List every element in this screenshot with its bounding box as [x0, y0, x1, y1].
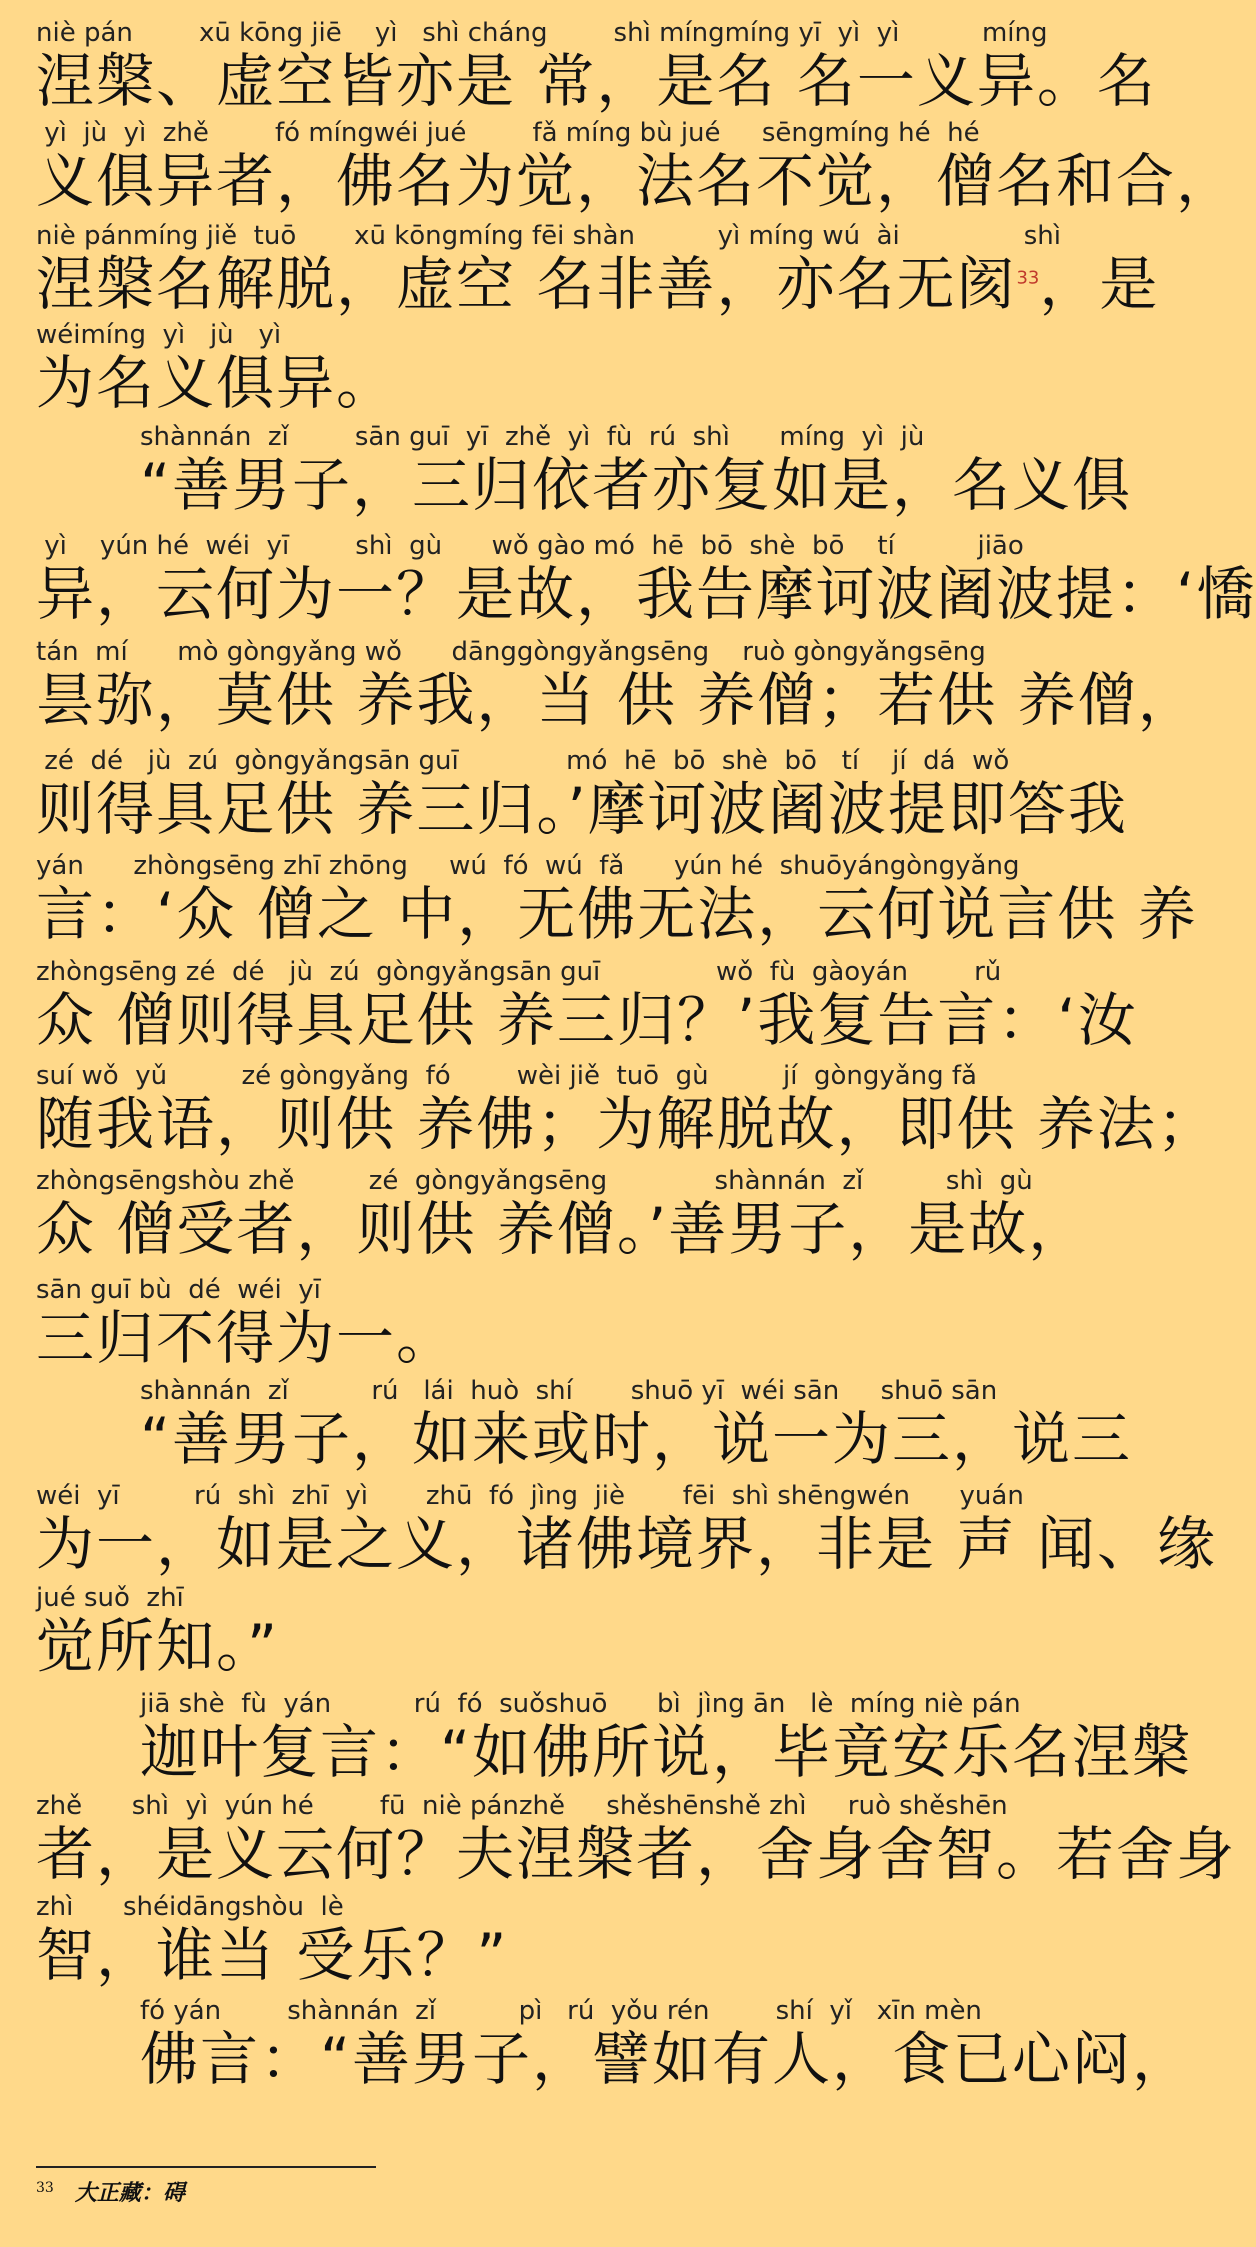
chinese-text	[36, 350, 1046, 416]
text-line	[36, 1061, 1217, 1161]
chinese-text-segment: 义俱异者，佛名为觉，法名不觉，僧名和合，	[36, 147, 1237, 215]
chinese-text-segment: 迦叶复言：“如佛所说，毕竟安乐名涅槃	[140, 1718, 1193, 1786]
text-line	[140, 1376, 1133, 1476]
chinese-text-segment: 觉所知。”	[36, 1612, 280, 1680]
pinyin-annotation: wéimíng yì jù yì	[36, 320, 282, 350]
pinyin-annotation: jué suǒ zhī	[36, 1583, 184, 1613]
pinyin-annotation: tán mí mò gòngyǎng wǒ dānggòngyǎngsēng ruò gòngyǎngsēng	[36, 637, 986, 667]
pinyin-annotation: wéi yī rú shì zhī yì zhū fó jìng jiè fēi shì shēngwén yuán	[36, 1481, 1024, 1511]
chinese-text	[36, 1195, 1089, 1263]
pinyin-annotation: zhě shì yì yún hé fū niè pánzhě shěshēnshě zhì ruò shěshēn	[36, 1791, 1008, 1821]
chinese-text-segment: 涅槃、虚空皆亦是 常，是名 名一义异。名	[36, 47, 1157, 115]
pinyin-annotation: yán zhòngsēng zhī zhōng wú fó wú fǎ yún hé shuōyángòngyǎng	[36, 851, 1020, 881]
pinyin-annotation: niè pán xū kōng jiē yì shì cháng shì míngmíng yī yì yì míng	[36, 18, 1048, 48]
chinese-text-segment: “善男子，如来或时，说一为三，说三	[140, 1405, 1133, 1473]
text-line	[36, 746, 1128, 846]
text-line	[140, 422, 1133, 522]
chinese-text-segment: 昙弥，莫供 养我，当 供 养僧；若供 养僧，	[36, 666, 1198, 734]
chinese-text	[36, 666, 1198, 734]
chinese-text	[36, 250, 1160, 318]
text-line	[36, 531, 1256, 631]
footnote-text: 大正藏：碍	[74, 2180, 185, 2206]
chinese-text	[36, 1090, 1217, 1158]
chinese-text-segment: 众 僧则得具足供 养三归？’我复告言：‘汝	[36, 986, 1138, 1054]
chinese-text	[36, 1820, 1237, 1888]
pinyin-annotation: fó yán shànnán zǐ pì rú yǒu rén shí yǐ xīn mèn	[140, 1996, 982, 2026]
pinyin-annotation: zhòngsēngshòu zhě zé gòngyǎngsēng shànnán zǐ shì gù	[36, 1166, 1033, 1196]
footnote-divider	[36, 2166, 376, 2168]
chinese-text-segment: 则得具足供 养三归。’摩诃波阇波提即答我	[36, 775, 1128, 843]
chinese-text	[36, 986, 1138, 1054]
chinese-text-segment: 者，是义云何？夫涅槃者，舍身舍智。若舍身	[36, 1820, 1237, 1888]
chinese-text	[36, 560, 1256, 628]
chinese-text-segment: 异，云何为一？是故，我告摩诃波阇波提：‘憍	[36, 560, 1256, 628]
pinyin-annotation: zhòngsēng zé dé jù zú gòngyǎngsān guī wǒ fù gàoyán rǔ	[36, 957, 1002, 987]
chinese-text	[140, 1405, 1133, 1473]
text-line	[36, 1892, 1046, 1992]
chinese-text-segment: 三归不得为一。	[36, 1304, 457, 1372]
text-line	[36, 320, 1046, 420]
pinyin-annotation: shànnán zǐ rú lái huò shí shuō yī wéi sān shuō sān	[140, 1376, 998, 1406]
text-line	[36, 957, 1138, 1057]
chinese-text	[36, 775, 1128, 843]
chinese-text-segment: 佛言：“善男子，譬如有人，食已心闷，	[140, 2025, 1193, 2093]
chinese-text-segment: 随我语，则供 养佛；为解脱故，即供 养法；	[36, 1090, 1217, 1158]
text-line	[36, 1166, 1089, 1266]
chinese-text-segment: 言：‘众 僧之 中，无佛无法，云何说言供 养	[36, 880, 1198, 948]
chinese-text-segment: 智，谁当 受乐？”	[36, 1921, 509, 1989]
chinese-text	[140, 2025, 1193, 2093]
text-line	[140, 1996, 1193, 2096]
pinyin-annotation: zé dé jù zú gòngyǎngsān guī mó hē bō shè bō tí jí dá wǒ	[36, 746, 1010, 776]
chinese-text	[36, 147, 1237, 215]
chinese-text	[140, 1718, 1193, 1786]
pinyin-annotation: shànnán zǐ sān guī yī zhě yì fù rú shì míng yì jù	[140, 422, 925, 452]
text-line	[36, 1275, 1046, 1375]
chinese-text-segment: 为名义俱异。	[36, 349, 397, 417]
text-line	[36, 18, 1157, 118]
text-line	[36, 1791, 1237, 1891]
text-line	[36, 221, 1160, 321]
text-line	[36, 637, 1198, 737]
footnote	[36, 2176, 185, 2216]
chinese-text-segment: ，是	[1039, 250, 1160, 318]
chinese-text	[36, 1305, 1046, 1371]
chinese-text-segment: 涅槃名解脱，虚空 名非善，亦名无阂	[36, 250, 1017, 318]
chinese-text	[36, 1510, 1217, 1578]
pinyin-annotation: niè pánmíng jiě tuō xū kōngmíng fēi shàn yì míng wú ài shì	[36, 221, 1061, 251]
text-line	[36, 1583, 1046, 1683]
text-line	[140, 1689, 1193, 1789]
chinese-text	[36, 1922, 1046, 1988]
chinese-text	[36, 880, 1198, 948]
pinyin-annotation: sān guī bù dé wéi yī	[36, 1275, 321, 1305]
chinese-text-segment: 众 僧受者，则供 养僧。’善男子，是故，	[36, 1195, 1089, 1263]
chinese-text	[140, 451, 1133, 519]
footnote-marker[interactable]: 33	[1016, 267, 1040, 289]
chinese-text	[36, 1613, 1046, 1679]
text-line	[36, 1481, 1217, 1581]
chinese-text	[36, 47, 1157, 115]
pinyin-annotation: zhì shéidāngshòu lè	[36, 1892, 344, 1922]
footnote-number: 33	[36, 2179, 54, 2196]
pinyin-annotation: suí wǒ yǔ zé gòngyǎng fó wèi jiě tuō gù jí gòngyǎng fǎ	[36, 1061, 977, 1091]
pinyin-annotation: jiā shè fù yán rú fó suǒshuō bì jìng ān lè míng niè pán	[140, 1689, 1021, 1719]
text-line	[36, 851, 1198, 951]
pinyin-annotation: yì yún hé wéi yī shì gù wǒ gào mó hē bō shè bō tí jiāo	[36, 531, 1024, 561]
text-line	[36, 118, 1237, 218]
chinese-text-segment: “善男子，三归依者亦复如是，名义俱	[140, 451, 1133, 519]
chinese-text-segment: 为一，如是之义，诸佛境界，非是 声 闻、缘	[36, 1510, 1217, 1578]
pinyin-annotation: yì jù yì zhě fó míngwéi jué fǎ míng bù jué sēngmíng hé hé	[36, 118, 980, 148]
